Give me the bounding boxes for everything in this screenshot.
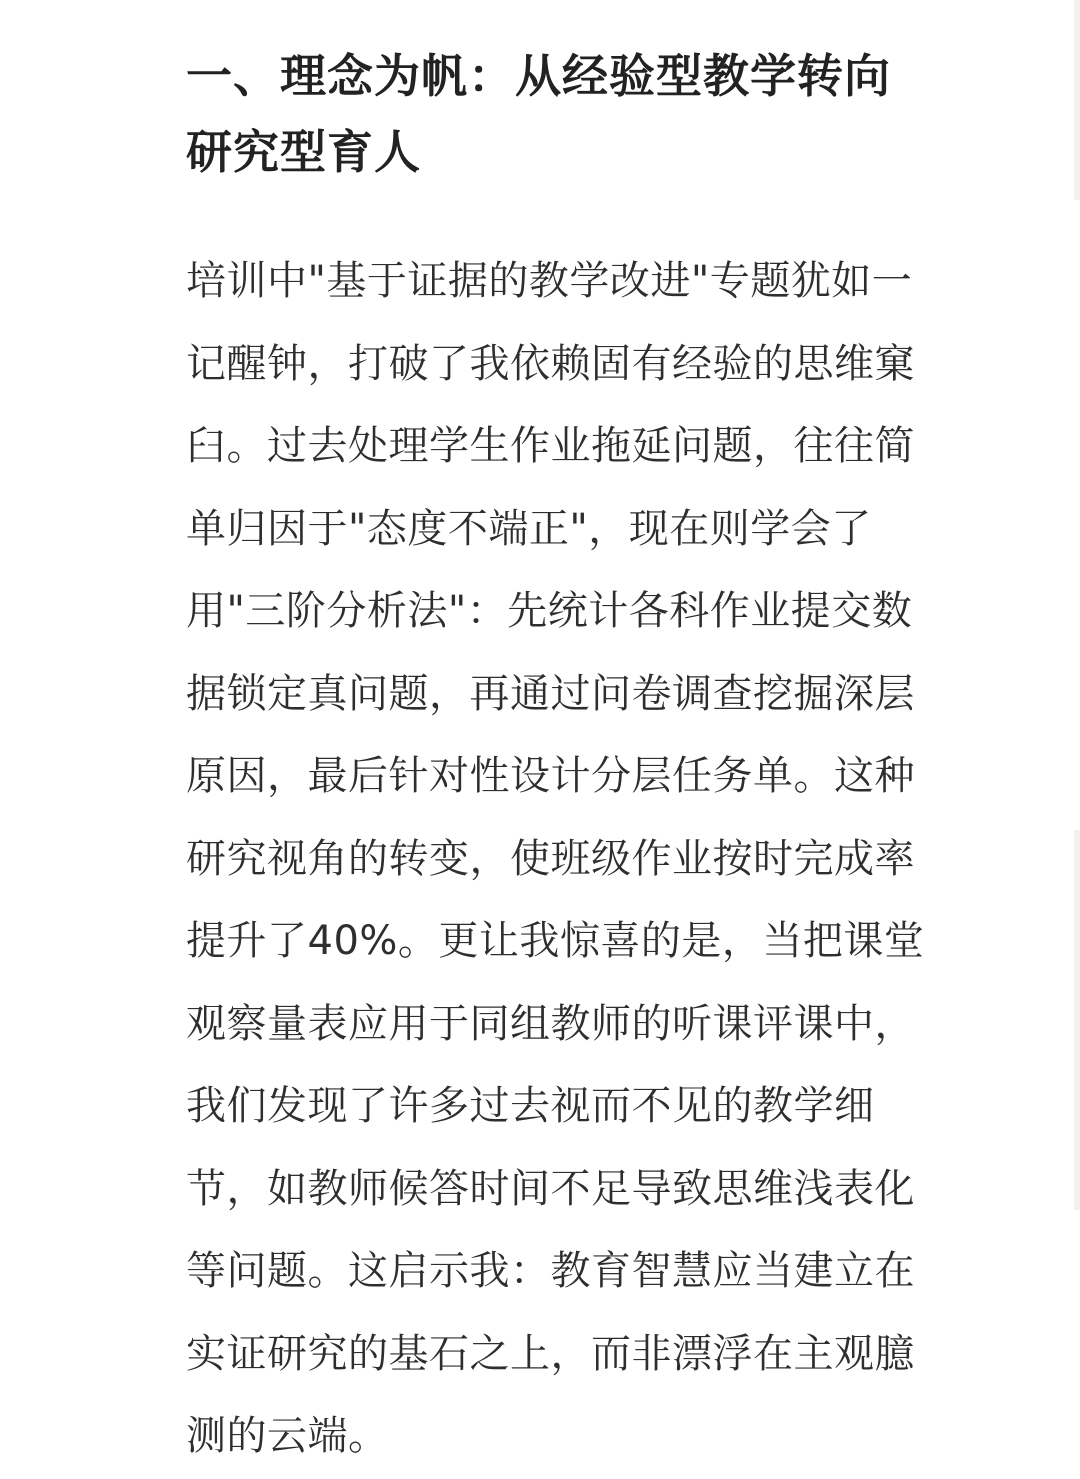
body-line: 我们发现了许多过去视而不见的教学细	[186, 1083, 875, 1129]
body-line: 用"三阶分析法"：先统计各科作业提交数	[186, 588, 913, 634]
body-line: 记醒钟，打破了我依赖固有经验的思维窠	[186, 340, 915, 387]
body-line: 臼。过去处理学生作业拖延问题，往往简	[186, 423, 915, 469]
section-heading	[186, 38, 1026, 190]
body-line: 节，如教师候答时间不足导致思维浅表化	[186, 1165, 915, 1212]
body-line: 提升了40%。更让我惊喜的是，当把课堂	[186, 918, 925, 964]
body-line: 培训中"基于证据的教学改进"专题犹如一	[186, 258, 913, 304]
body-line: 原因，最后针对性设计分层任务单。这种	[186, 753, 915, 799]
body-line: 等问题。这启示我：教育智慧应当建立在	[186, 1248, 915, 1294]
body-line: 据锁定真问题，再通过问卷调查挖掘深层	[186, 670, 915, 717]
body-line: 单归因于"态度不端正"，现在则学会了	[186, 505, 872, 552]
body-paragraph	[186, 240, 1026, 1478]
body-line: 测的云端。	[186, 1413, 389, 1459]
article	[186, 38, 1026, 1459]
body-line: 研究视角的转变，使班级作业按时完成率	[186, 835, 915, 882]
body-line: 实证研究的基石之上，而非漂浮在主观臆	[186, 1330, 915, 1377]
heading-line-1: 一、理念为帆：从经验型教学转向	[186, 49, 891, 103]
heading-line-2: 研究型育人	[186, 125, 421, 179]
edge-shadow-top	[1074, 0, 1080, 200]
edge-shadow-middle	[1074, 830, 1080, 1210]
body-line: 观察量表应用于同组教师的听课评课中，	[186, 1000, 915, 1047]
